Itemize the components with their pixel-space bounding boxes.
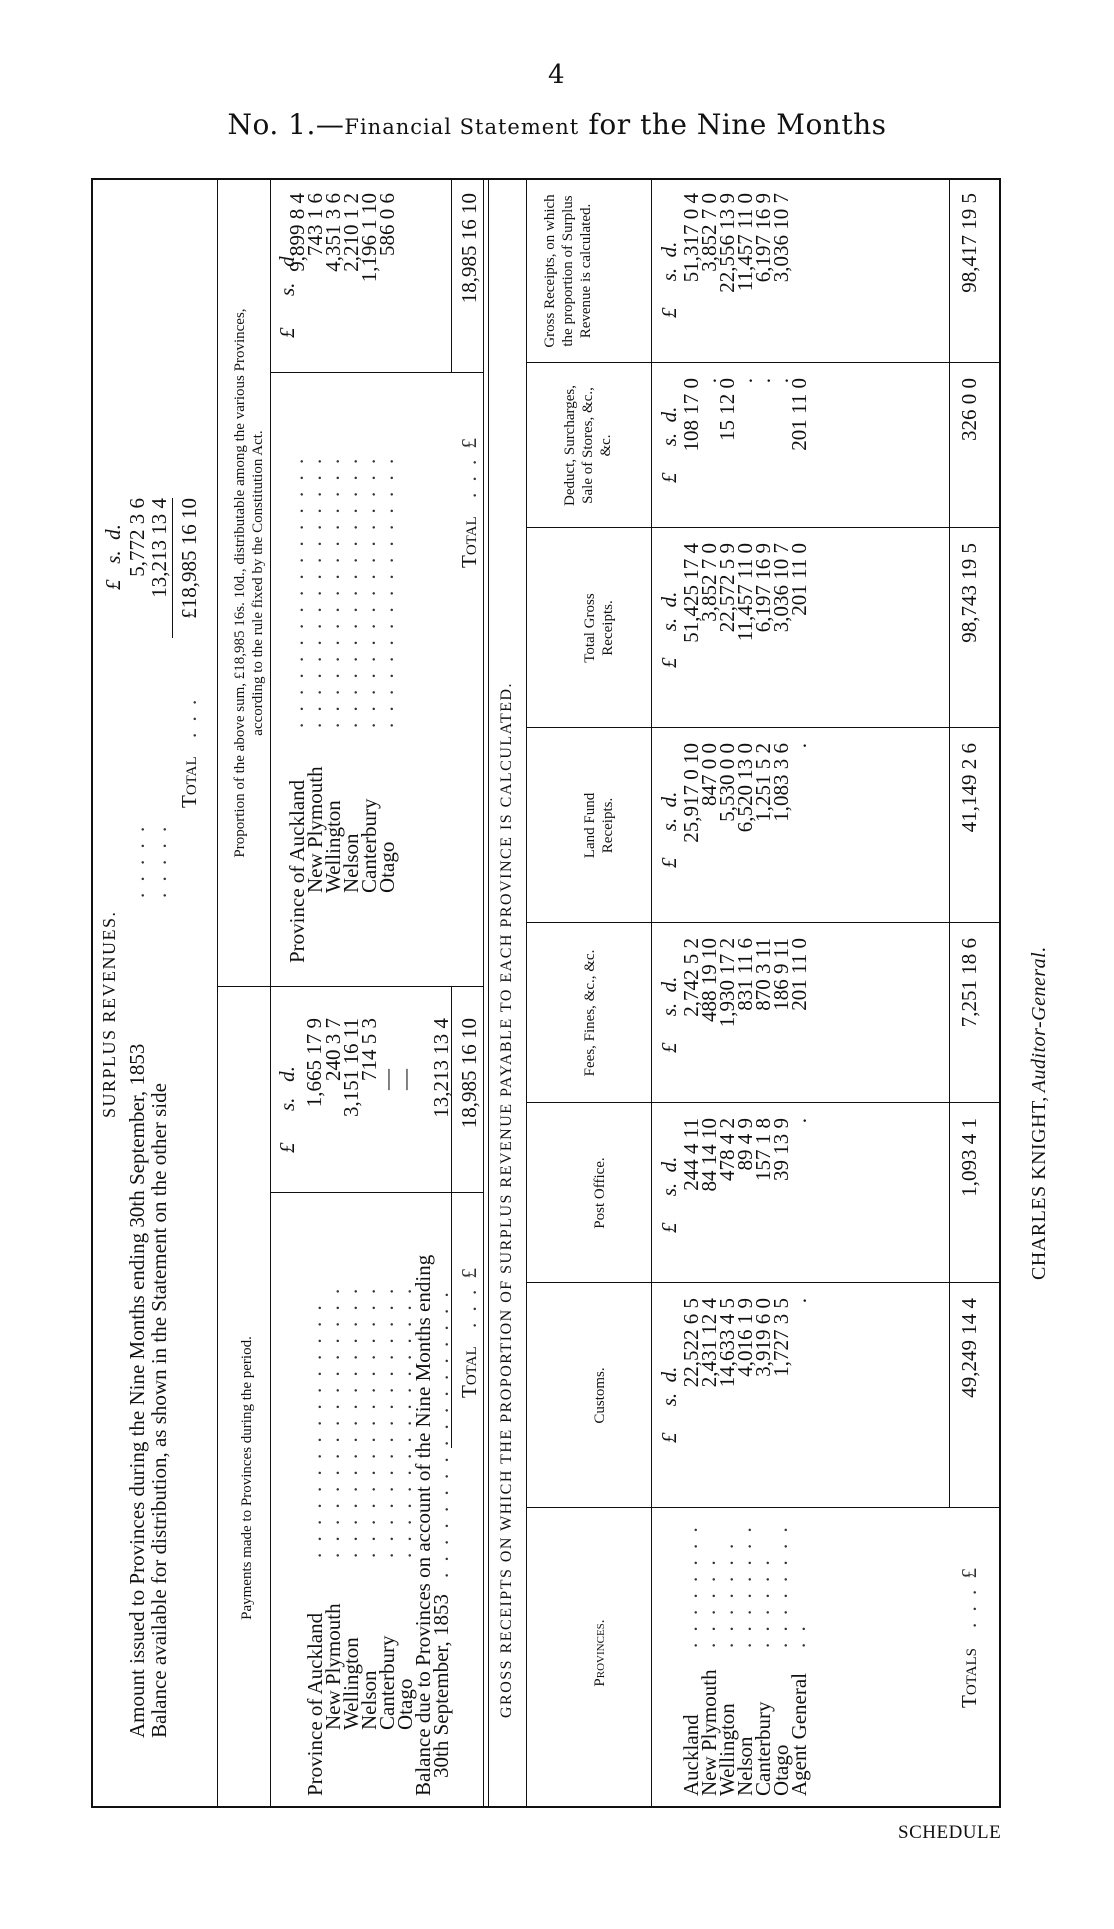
gross-row-2-province: Wellington	[715, 1703, 739, 1796]
band-divider-2	[483, 178, 484, 1808]
payment-row-0-value: 1,665 17 9	[302, 1018, 326, 1108]
proportion-row-3-value: 2,210 1 2	[339, 193, 363, 272]
band-divider-3	[526, 178, 527, 1808]
payments-total-label: Total	[457, 1346, 481, 1398]
gross-row-4-province: Canterbury	[751, 1701, 775, 1796]
surplus-line-1-label: Amount issued to Provinces during the Nine Months ending 30th September, 1853	[125, 1043, 149, 1738]
surplus-heading: SURPLUS REVENUES.	[99, 910, 119, 1118]
signature-title: Auditor-General.	[1028, 946, 1050, 1093]
proportion-row-3-label: Nelson	[339, 833, 363, 893]
gross-row-1-post: 84 14 10	[697, 1118, 721, 1192]
gross-row-2-fees: 1,930 17 2	[715, 938, 739, 1028]
col-deduct: Deduct, Surcharges, Sale of Stores, &c., &c.	[562, 385, 614, 506]
gross-row-3-customs: 4,016 1 9	[733, 1298, 757, 1377]
gross-row-5-post: 39 13 9	[769, 1118, 793, 1181]
gross-total-net: 98,417 19 5	[957, 193, 981, 293]
gross-col-div-5	[526, 727, 1001, 728]
surplus-total-label: Total	[177, 756, 201, 808]
payment-row-1-value: 240 3 7	[321, 1018, 345, 1081]
gross-row-1-province: New Plymouth	[697, 1669, 721, 1796]
gross-province-dots: . . . . . . . . . . . . . . . . . . . . . . . . . . . . . . . . . . . . . . . . . . . . .	[678, 1524, 810, 1648]
gross-row-1-deduct: .	[697, 378, 721, 384]
col-post-office: Post Office.	[592, 1157, 608, 1229]
statement-frame	[91, 178, 1001, 1808]
gross-row-4-total: 6,197 16 9	[751, 543, 775, 633]
payments-header: Payments made to Provinces during the period.	[239, 1336, 255, 1620]
proportion-row-4-value: 1,196 1 10	[357, 193, 381, 283]
gross-total-fees: 7,251 18 6	[957, 938, 981, 1028]
gross-row-5-fees: 186 9 11	[769, 938, 793, 1011]
surplus-line-1-value: 5,772 3 6	[125, 498, 149, 577]
gross-units-net: £ s. d.	[657, 241, 681, 318]
gross-row-0-province: Auckland	[679, 1714, 703, 1796]
balance-value: 13,213 13 4	[429, 1018, 453, 1118]
payment-row-4-label: Canterbury	[375, 1635, 399, 1730]
gross-col-div-7	[526, 362, 1001, 363]
gross-row-2-customs: 14,633 4 5	[715, 1298, 739, 1388]
payment-row-0-label: Province of Auckland	[303, 1612, 327, 1796]
col-provinces: Provinces.	[592, 1619, 608, 1687]
signature	[1028, 680, 1056, 1280]
gross-row-3-post: 89 4 9	[733, 1118, 757, 1171]
gross-row-4-deduct: .	[751, 378, 775, 384]
gross-row-5-deduct: .	[769, 378, 793, 384]
surplus-units: £ s. d.	[101, 524, 125, 590]
gross-row-2-total: 22,572 5 9	[715, 543, 739, 633]
proportion-units: £ s. d.	[275, 251, 299, 338]
gross-total-post: 1,093 4 1	[957, 1118, 981, 1197]
gross-row-0-total: 51,425 17 4	[679, 543, 703, 643]
gross-units-post: £ s. d.	[657, 1156, 681, 1233]
proportion-total-value: 18,985 16 10	[457, 193, 481, 304]
gross-row-0-net: 51,317 0 4	[679, 193, 703, 283]
payment-row-5-label: Otago	[393, 1678, 417, 1730]
gross-total-total: 98,743 19 5	[957, 543, 981, 643]
page-title	[0, 108, 1114, 141]
gross-totals-rule	[949, 178, 950, 1508]
gross-col-div-4	[526, 922, 1001, 923]
gross-row-2-post: 478 4 2	[715, 1118, 739, 1181]
gross-total-land: 41,149 2 6	[957, 743, 981, 833]
gross-total-customs: 49,249 14 4	[957, 1298, 981, 1398]
gross-row-6-customs: .	[787, 1298, 811, 1304]
gross-row-0-land: 25,917 0 10	[679, 743, 703, 843]
gross-row-2-net: 22,556 13 9	[715, 193, 739, 293]
balance-dots: . . . . . . . . . . . . . . . . . .	[429, 1289, 453, 1578]
title-caps: Financial Statement	[344, 115, 580, 139]
gross-units-customs: £ s. d.	[657, 1366, 681, 1443]
payments-total-dots: . . . £	[457, 1265, 481, 1328]
gross-units-fees: £ s. d.	[657, 976, 681, 1053]
surplus-line-2-dots: . . . . .	[147, 823, 171, 898]
payment-dots: . . . . . . . . . . . . . . . . . . . . . . . . . . . . . . . . . . . . . . . . . . . . . . . . . . . . . . . . . . . . . . . . . . . . . . . . . . . . . . . . . . . . . . . . . . . . . . . . . . . . .	[302, 1285, 416, 1558]
proportion-total-rule	[451, 178, 452, 373]
gross-row-3-net: 11,457 11 0	[733, 193, 757, 292]
gross-row-3-deduct: .	[733, 378, 757, 384]
title-prefix: No. 1.—	[227, 108, 345, 141]
gross-units-deduct: £ s. d.	[657, 406, 681, 483]
gross-col-div-6	[526, 527, 1001, 528]
page-number: 4	[548, 60, 565, 90]
gross-heading: GROSS RECEIPTS ON WHICH THE PROPORTION OF SURPLUS REVENUE PAYABLE TO EACH PROVINCE IS CALCULATED.	[498, 681, 515, 1718]
gross-row-0-customs: 22,522 6 5	[679, 1298, 703, 1388]
payment-row-4-value: —	[375, 1069, 399, 1090]
surplus-line-2-label: Balance available for distribution, as shown in the Statement on the other side	[147, 1083, 171, 1738]
gross-row-4-net: 6,197 16 9	[751, 193, 775, 283]
catchword: SCHEDULE	[898, 1822, 1002, 1843]
gross-row-5-province: Otago	[769, 1744, 793, 1796]
gross-row-2-land: 5,530 0 0	[715, 743, 739, 822]
balance-label-2: 30th September, 1853	[429, 1593, 453, 1778]
gross-row-3-fees: 831 11 6	[733, 938, 757, 1011]
gross-row-0-fees: 2,742 5 2	[679, 938, 703, 1017]
payment-row-2-value: 3,151 16 11	[339, 1018, 363, 1117]
payments-total-value: 18,985 16 10	[457, 1018, 481, 1129]
payment-row-3-label: Nelson	[357, 1670, 381, 1730]
gross-row-5-customs: 1,727 3 5	[769, 1298, 793, 1377]
gross-row-3-province: Nelson	[733, 1736, 757, 1796]
gross-row-6-deduct: 201 11 0	[787, 378, 811, 451]
rotated-statement	[91, 168, 1003, 1818]
signature-name: CHARLES KNIGHT,	[1028, 1096, 1050, 1280]
gross-row-5-land: 1,083 3 6	[769, 743, 793, 822]
gross-totals-label: Totals	[957, 1648, 981, 1708]
proportion-row-2-label: Wellington	[321, 800, 345, 893]
surplus-line-1-dots: . . . . .	[125, 823, 149, 898]
surplus-line-2-value: 13,213 13 4	[147, 498, 171, 598]
payment-row-1-label: New Plymouth	[321, 1603, 345, 1730]
col-fees: Fees, Fines, &c., &c.	[582, 949, 598, 1077]
proportion-total-label: Total	[457, 516, 481, 568]
gross-row-6-fees: 201 11 0	[787, 938, 811, 1011]
gross-units-total: £ s. d.	[657, 591, 681, 668]
band-divider-1	[217, 178, 218, 1808]
gross-header-rule	[651, 178, 652, 1808]
payments-total-rule	[451, 987, 452, 1448]
gross-row-3-total: 11,457 11 0	[733, 543, 757, 642]
surplus-total-dots: . . .	[177, 696, 201, 738]
col-land-fund: Land Fund Receipts.	[582, 792, 616, 859]
gross-row-6-land: .	[787, 743, 811, 749]
payments-header-rule	[270, 178, 271, 1808]
gross-row-5-net: 3,036 10 7	[769, 193, 793, 283]
col-total-gross: Total Gross Receipts.	[582, 593, 616, 663]
gross-totals-dots: . . . £	[957, 1565, 981, 1628]
gross-row-3-land: 6,520 13 0	[733, 743, 757, 833]
payment-row-2-label: Wellington	[339, 1637, 363, 1730]
gross-row-1-fees: 488 19 10	[697, 938, 721, 1022]
proportion-row-4-label: Canterbury	[357, 798, 381, 893]
proportion-row-2-value: 4,351 3 6	[321, 193, 345, 272]
proportion-dots: . . . . . . . . . . . . . . . . . . . . . . . . . . . . . . . . . . . . . . . . . . . . . . . . . . . . . . . . . . . . . . . . . . . . . . . . . . . . . . . . . . . . . . . . . . . . . . . . . . . . . .	[284, 455, 398, 728]
gross-row-6-province: Agent General	[787, 1672, 811, 1796]
gross-row-1-net: 3,852 7 0	[697, 193, 721, 272]
proportion-header-1: Proportion of the above sum, £18,985 16s. 10d., distributable among the various Provinces,	[232, 308, 248, 858]
gross-row-0-post: 244 4 11	[679, 1118, 703, 1191]
proportion-row-1-label: New Plymouth	[303, 766, 327, 893]
payment-row-3-value: 714 5 3	[357, 1018, 381, 1081]
proportion-row-0-label: Province of Auckland	[285, 779, 309, 963]
payment-row-5-value: —	[393, 1069, 417, 1090]
gross-row-4-fees: 870 3 11	[751, 938, 775, 1011]
proportion-header-2: according to the rule fixed by the Constitution Act.	[250, 430, 266, 736]
gross-total-deduct: 326 0 0	[957, 378, 981, 441]
gross-row-1-land: 847 0 0	[697, 743, 721, 806]
gross-row-1-customs: 2,431 12 4	[697, 1298, 721, 1388]
surplus-total-value: £18,985 16 10	[177, 498, 201, 619]
gross-row-6-total: 201 11 0	[787, 543, 811, 616]
proportion-row-5-value: 586 0 6	[375, 193, 399, 256]
surplus-total-rule	[172, 498, 173, 638]
title-suffix: for the Nine Months	[579, 108, 887, 141]
proportion-total-dots: . . . £	[457, 435, 481, 498]
gross-row-2-deduct: 15 12 0	[715, 378, 739, 441]
gross-row-1-total: 3,852 7 0	[697, 543, 721, 622]
proportion-row-1-value: 743 1 6	[303, 193, 327, 256]
gross-row-0-deduct: 108 17 0	[679, 378, 703, 452]
gross-row-5-total: 3,036 10 7	[769, 543, 793, 633]
balance-label-1: Balance due to Provinces on account of the Nine Months ending	[411, 1254, 435, 1796]
proportion-row-5-label: Otago	[375, 841, 399, 893]
col-gross-on-which: Gross Receipts, on which the proportion of Surplus Revenue is calculated.	[542, 194, 594, 348]
gross-row-4-post: 157 1 8	[751, 1118, 775, 1181]
gross-row-4-customs: 3,919 6 0	[751, 1298, 775, 1377]
proportion-row-0-value: 9,899 8 4	[285, 193, 309, 272]
payments-divider	[217, 986, 483, 987]
gross-units-land: £ s. d.	[657, 791, 681, 868]
gross-row-6-post: .	[787, 1118, 811, 1124]
band-divider-2b	[488, 178, 489, 1808]
payments-units: £ s. d.	[275, 1066, 299, 1153]
gross-row-4-land: 1,251 5 2	[751, 743, 775, 822]
col-customs: Customs.	[592, 1367, 608, 1424]
